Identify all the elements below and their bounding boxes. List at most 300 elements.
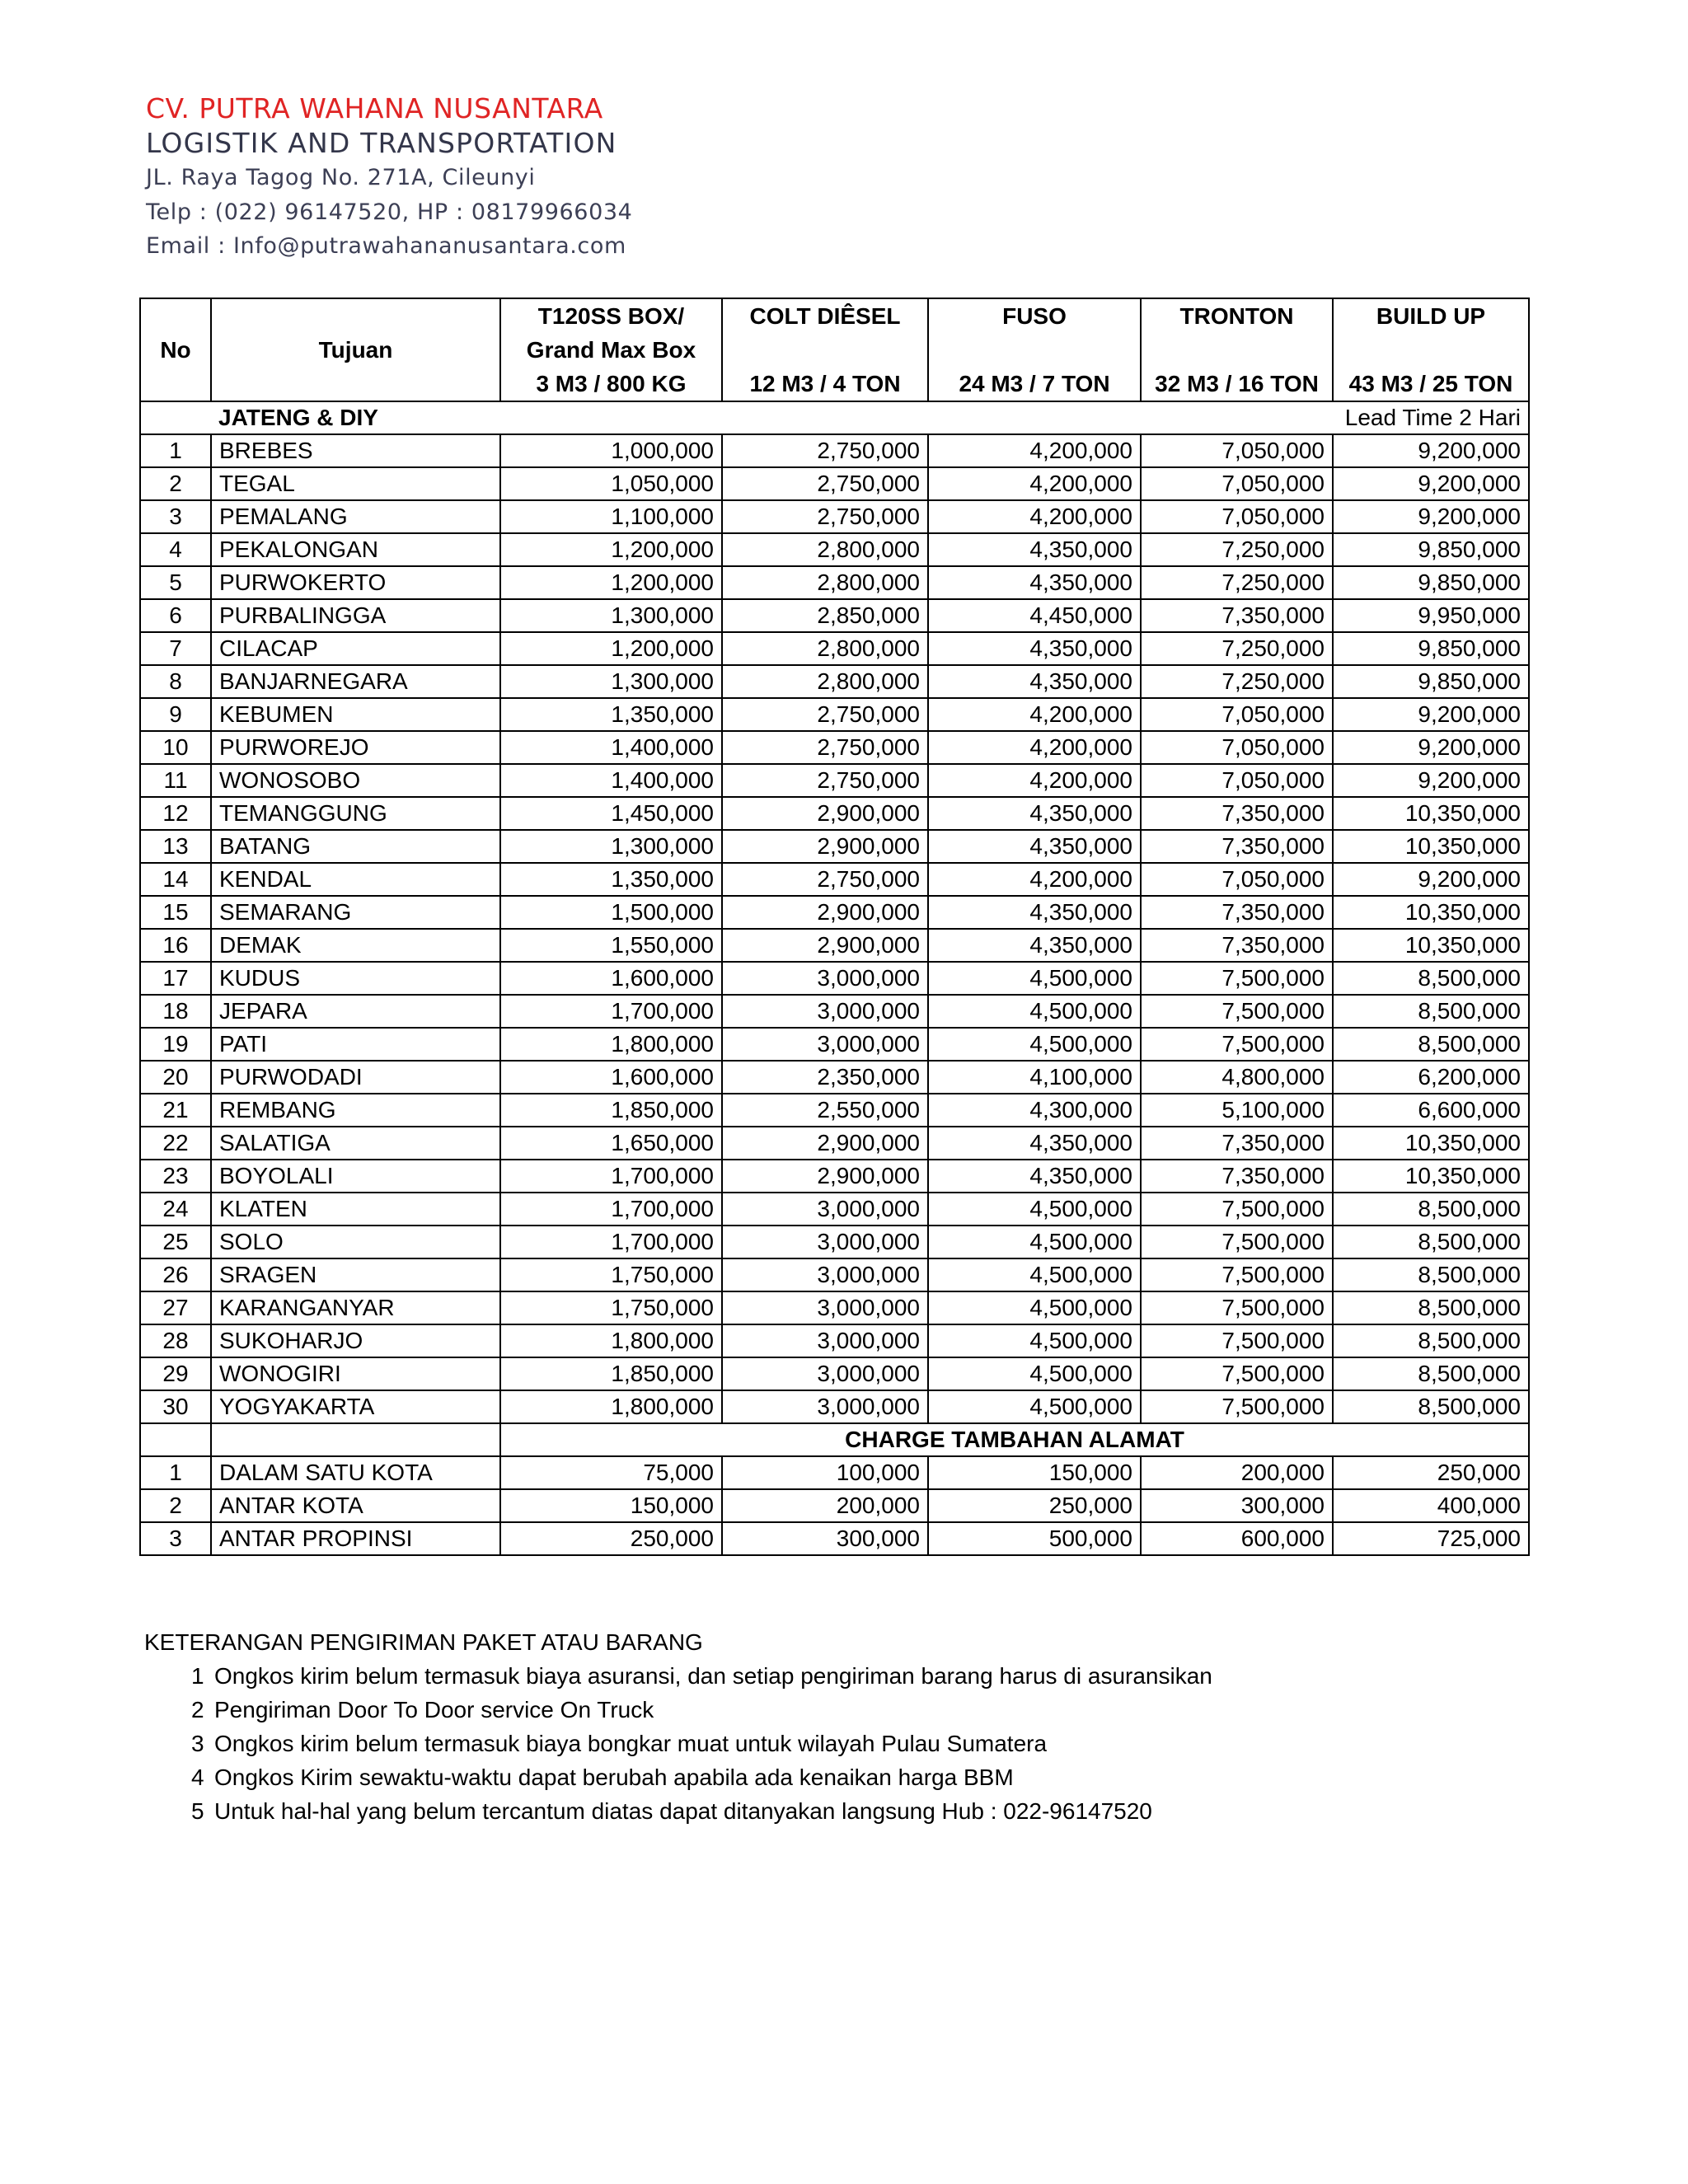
cell-t120ss: 1,750,000 [500, 1258, 722, 1291]
cell-colt-diesel: 100,000 [722, 1456, 928, 1489]
cell-tujuan: KUDUS [211, 962, 500, 995]
cell-tujuan: BATANG [211, 830, 500, 863]
cell-build-up: 8,500,000 [1333, 1291, 1529, 1324]
cell-tujuan: YOGYAKARTA [211, 1390, 500, 1423]
cell-tronton: 7,050,000 [1141, 467, 1333, 500]
cell-no: 11 [140, 764, 211, 797]
cell-no: 2 [140, 467, 211, 500]
cell-build-up: 10,350,000 [1333, 929, 1529, 962]
table-row [140, 830, 1529, 863]
note-text: Ongkos kirim belum termasuk biaya bongkar muat untuk wilayah Pulau Sumatera [214, 1731, 1048, 1756]
header-colt-diesel-line1: COLT DIÊSEL [749, 303, 901, 329]
table-row [140, 962, 1529, 995]
table-row [140, 1028, 1529, 1061]
cell-tujuan: SOLO [211, 1226, 500, 1258]
cell-build-up: 9,850,000 [1333, 632, 1529, 665]
cell-no: 1 [140, 434, 211, 467]
cell-fuso: 4,500,000 [928, 1291, 1141, 1324]
cell-colt-diesel: 2,550,000 [722, 1094, 928, 1127]
cell-build-up: 10,350,000 [1333, 896, 1529, 929]
cell-no: 26 [140, 1258, 211, 1291]
header-t120ss-capacity: 3 M3 / 800 KG [536, 371, 687, 396]
cell-build-up: 10,350,000 [1333, 797, 1529, 830]
note-text: Pengiriman Door To Door service On Truck [214, 1697, 654, 1722]
cell-tujuan: TEGAL [211, 467, 500, 500]
cell-colt-diesel: 2,750,000 [722, 863, 928, 896]
note-item: 4 Ongkos Kirim sewaktu-waktu dapat berubah apabila ada kenaikan harga BBM [191, 1765, 1014, 1790]
cell-t120ss: 1,850,000 [500, 1094, 722, 1127]
cell-no: 1 [140, 1456, 211, 1489]
cell-fuso: 4,500,000 [928, 1357, 1141, 1390]
cell-no: 7 [140, 632, 211, 665]
cell-t120ss: 1,300,000 [500, 830, 722, 863]
cell-tujuan: PURWODADI [211, 1061, 500, 1094]
table-row [140, 500, 1529, 533]
header-build-up-capacity: 43 M3 / 25 TON [1348, 371, 1513, 396]
cell-colt-diesel: 2,800,000 [722, 665, 928, 698]
cell-fuso: 4,350,000 [928, 632, 1141, 665]
table-row [140, 1193, 1529, 1226]
table-row [140, 434, 1529, 467]
cell-build-up: 9,200,000 [1333, 467, 1529, 500]
table-row [140, 566, 1529, 599]
table-row [140, 1258, 1529, 1291]
cell-t120ss: 1,750,000 [500, 1291, 722, 1324]
cell-tronton: 7,350,000 [1141, 896, 1333, 929]
cell-build-up: 9,200,000 [1333, 698, 1529, 731]
rate-table [139, 298, 1530, 1556]
lead-time: Lead Time 2 Hari [928, 401, 1529, 434]
cell-fuso: 4,200,000 [928, 467, 1141, 500]
cell-build-up: 8,500,000 [1333, 1028, 1529, 1061]
table-row [140, 698, 1529, 731]
cell-tronton: 7,500,000 [1141, 1324, 1333, 1357]
cell-t120ss: 150,000 [500, 1489, 722, 1522]
cell-fuso: 4,350,000 [928, 797, 1141, 830]
cell-no: 2 [140, 1489, 211, 1522]
cell-fuso: 4,500,000 [928, 1193, 1141, 1226]
cell-fuso: 4,350,000 [928, 929, 1141, 962]
cell-build-up: 8,500,000 [1333, 1226, 1529, 1258]
table-header-row [140, 298, 1529, 401]
table-row [140, 1456, 1529, 1489]
note-text: Ongkos Kirim sewaktu-waktu dapat berubah apabila ada kenaikan harga BBM [214, 1765, 1014, 1790]
cell-fuso: 4,100,000 [928, 1061, 1141, 1094]
cell-no: 21 [140, 1094, 211, 1127]
cell-colt-diesel: 2,750,000 [722, 764, 928, 797]
cell-tujuan: KLATEN [211, 1193, 500, 1226]
notes-title: KETERANGAN PENGIRIMAN PAKET ATAU BARANG [144, 1629, 703, 1655]
company-email: Email : Info@putrawahananusantara.com [146, 233, 626, 259]
cell-tujuan: SUKOHARJO [211, 1324, 500, 1357]
cell-t120ss: 1,800,000 [500, 1390, 722, 1423]
cell-t120ss: 1,000,000 [500, 434, 722, 467]
cell-no: 5 [140, 566, 211, 599]
table-row [140, 1522, 1529, 1555]
cell-build-up: 10,350,000 [1333, 1127, 1529, 1160]
cell-t120ss: 1,200,000 [500, 566, 722, 599]
cell-tujuan: ANTAR KOTA [211, 1489, 500, 1522]
cell-build-up: 8,500,000 [1333, 1324, 1529, 1357]
company-name: CV. PUTRA WAHANA NUSANTARA [146, 92, 603, 124]
cell-tronton: 7,050,000 [1141, 500, 1333, 533]
table-row [140, 533, 1529, 566]
cell-tujuan: DALAM SATU KOTA [211, 1456, 500, 1489]
cell-build-up: 9,850,000 [1333, 533, 1529, 566]
note-item: 2 Pengiriman Door To Door service On Truck [191, 1697, 654, 1722]
cell-tronton: 7,500,000 [1141, 1357, 1333, 1390]
cell-tronton: 600,000 [1141, 1522, 1333, 1555]
cell-t120ss: 1,400,000 [500, 764, 722, 797]
cell-fuso: 4,350,000 [928, 896, 1141, 929]
cell-colt-diesel: 2,900,000 [722, 830, 928, 863]
cell-fuso: 4,200,000 [928, 434, 1141, 467]
cell-fuso: 4,200,000 [928, 764, 1141, 797]
cell-fuso: 150,000 [928, 1456, 1141, 1489]
cell-tronton: 7,350,000 [1141, 830, 1333, 863]
table-row [140, 731, 1529, 764]
cell-fuso: 4,200,000 [928, 731, 1141, 764]
cell-tujuan: JEPARA [211, 995, 500, 1028]
cell-t120ss: 1,050,000 [500, 467, 722, 500]
cell-tronton: 7,500,000 [1141, 1258, 1333, 1291]
cell-no: 27 [140, 1291, 211, 1324]
cell-no: 30 [140, 1390, 211, 1423]
cell-no: 8 [140, 665, 211, 698]
cell-build-up: 8,500,000 [1333, 1258, 1529, 1291]
cell-tujuan: SRAGEN [211, 1258, 500, 1291]
header-t120ss [500, 298, 722, 401]
cell-tronton: 7,050,000 [1141, 764, 1333, 797]
cell-fuso: 250,000 [928, 1489, 1141, 1522]
cell-tronton: 5,100,000 [1141, 1094, 1333, 1127]
cell-colt-diesel: 2,900,000 [722, 797, 928, 830]
cell-colt-diesel: 3,000,000 [722, 1258, 928, 1291]
cell-t120ss: 1,450,000 [500, 797, 722, 830]
table-row [140, 797, 1529, 830]
cell-colt-diesel: 3,000,000 [722, 1357, 928, 1390]
cell-colt-diesel: 2,750,000 [722, 467, 928, 500]
cell-tujuan: BREBES [211, 434, 500, 467]
cell-tujuan: ANTAR PROPINSI [211, 1522, 500, 1555]
cell-no: 13 [140, 830, 211, 863]
cell-t120ss: 1,700,000 [500, 1160, 722, 1193]
cell-tronton: 7,050,000 [1141, 731, 1333, 764]
cell-t120ss: 250,000 [500, 1522, 722, 1555]
cell-build-up: 400,000 [1333, 1489, 1529, 1522]
cell-no: 12 [140, 797, 211, 830]
header-tronton [1141, 298, 1333, 401]
company-phone: Telp : (022) 96147520, HP : 08179966034 [146, 199, 633, 225]
cell-t120ss: 1,650,000 [500, 1127, 722, 1160]
cell-colt-diesel: 2,900,000 [722, 1127, 928, 1160]
company-address: JL. Raya Tagog No. 271A, Cileunyi [146, 165, 536, 190]
cell-t120ss: 1,500,000 [500, 896, 722, 929]
header-tronton-line1: TRONTON [1179, 303, 1294, 329]
table-row [140, 632, 1529, 665]
cell-t120ss: 1,350,000 [500, 698, 722, 731]
table-row [140, 467, 1529, 500]
cell-colt-diesel: 2,750,000 [722, 731, 928, 764]
cell-build-up: 10,350,000 [1333, 1160, 1529, 1193]
cell-t120ss: 1,700,000 [500, 995, 722, 1028]
cell-tronton: 7,350,000 [1141, 1127, 1333, 1160]
cell-fuso: 4,350,000 [928, 830, 1141, 863]
section-title: JATENG & DIY [211, 401, 928, 434]
cell-fuso: 4,350,000 [928, 1160, 1141, 1193]
cell-tronton: 7,350,000 [1141, 797, 1333, 830]
cell-tronton: 7,250,000 [1141, 632, 1333, 665]
cell-tujuan: BOYOLALI [211, 1160, 500, 1193]
cell-no: 3 [140, 1522, 211, 1555]
cell-t120ss: 1,300,000 [500, 665, 722, 698]
table-row [140, 1357, 1529, 1390]
cell-tronton: 300,000 [1141, 1489, 1333, 1522]
table-row [140, 665, 1529, 698]
charge-title: CHARGE TAMBAHAN ALAMAT [500, 1423, 1529, 1456]
cell-tujuan: BANJARNEGARA [211, 665, 500, 698]
cell-tronton: 7,050,000 [1141, 434, 1333, 467]
cell-no: 14 [140, 863, 211, 896]
table-row [140, 1094, 1529, 1127]
cell-build-up: 8,500,000 [1333, 1193, 1529, 1226]
note-item: 1 Ongkos kirim belum termasuk biaya asuransi, dan setiap pengiriman barang harus di asuransikan [191, 1663, 1212, 1689]
table-row [140, 995, 1529, 1028]
cell-t120ss: 1,700,000 [500, 1193, 722, 1226]
cell-build-up: 9,850,000 [1333, 665, 1529, 698]
cell-tronton: 200,000 [1141, 1456, 1333, 1489]
header-no: No [140, 298, 211, 401]
cell-colt-diesel: 3,000,000 [722, 995, 928, 1028]
cell-tujuan: PATI [211, 1028, 500, 1061]
cell-build-up: 250,000 [1333, 1456, 1529, 1489]
cell-fuso: 4,350,000 [928, 566, 1141, 599]
cell-colt-diesel: 300,000 [722, 1522, 928, 1555]
cell-fuso: 4,350,000 [928, 1127, 1141, 1160]
header-colt-diesel-capacity: 12 M3 / 4 TON [749, 371, 901, 396]
cell-build-up: 9,200,000 [1333, 863, 1529, 896]
cell-colt-diesel: 2,350,000 [722, 1061, 928, 1094]
cell-fuso: 4,200,000 [928, 500, 1141, 533]
cell-fuso: 4,500,000 [928, 1028, 1141, 1061]
cell-build-up: 8,500,000 [1333, 962, 1529, 995]
cell-fuso: 4,200,000 [928, 698, 1141, 731]
cell-no: 15 [140, 896, 211, 929]
cell-colt-diesel: 2,750,000 [722, 500, 928, 533]
cell-colt-diesel: 3,000,000 [722, 1028, 928, 1061]
cell-no: 25 [140, 1226, 211, 1258]
cell-colt-diesel: 2,900,000 [722, 929, 928, 962]
cell-colt-diesel: 2,900,000 [722, 896, 928, 929]
cell-no: 6 [140, 599, 211, 632]
cell-tujuan: PURWOKERTO [211, 566, 500, 599]
cell-t120ss: 1,800,000 [500, 1028, 722, 1061]
cell-tronton: 7,500,000 [1141, 1193, 1333, 1226]
cell-fuso: 4,500,000 [928, 1226, 1141, 1258]
cell-fuso: 4,500,000 [928, 1324, 1141, 1357]
cell-tujuan: WONOSOBO [211, 764, 500, 797]
cell-tujuan: DEMAK [211, 929, 500, 962]
cell-tujuan: PURBALINGGA [211, 599, 500, 632]
note-text: Ongkos kirim belum termasuk biaya asuransi, dan setiap pengiriman barang harus di asuransikan [214, 1663, 1212, 1689]
cell-tronton: 7,350,000 [1141, 1160, 1333, 1193]
cell-no: 9 [140, 698, 211, 731]
cell-tronton: 7,050,000 [1141, 698, 1333, 731]
cell-t120ss: 1,850,000 [500, 1357, 722, 1390]
cell-tujuan: PEMALANG [211, 500, 500, 533]
table-row [140, 599, 1529, 632]
cell-tujuan: CILACAP [211, 632, 500, 665]
cell-build-up: 725,000 [1333, 1522, 1529, 1555]
cell-fuso: 4,500,000 [928, 995, 1141, 1028]
cell-tronton: 7,500,000 [1141, 995, 1333, 1028]
cell-fuso: 4,450,000 [928, 599, 1141, 632]
cell-colt-diesel: 2,750,000 [722, 698, 928, 731]
cell-t120ss: 1,200,000 [500, 632, 722, 665]
cell-no: 10 [140, 731, 211, 764]
cell-colt-diesel: 3,000,000 [722, 1390, 928, 1423]
cell-tronton: 7,250,000 [1141, 533, 1333, 566]
cell-fuso: 4,300,000 [928, 1094, 1141, 1127]
cell-build-up: 9,850,000 [1333, 566, 1529, 599]
cell-fuso: 4,500,000 [928, 1390, 1141, 1423]
cell-t120ss: 1,800,000 [500, 1324, 722, 1357]
header-build-up [1333, 298, 1529, 401]
company-tagline: LOGISTIK AND TRANSPORTATION [146, 127, 617, 159]
cell-t120ss: 1,600,000 [500, 962, 722, 995]
cell-colt-diesel: 3,000,000 [722, 1324, 928, 1357]
table-row [140, 929, 1529, 962]
cell-colt-diesel: 3,000,000 [722, 962, 928, 995]
cell-colt-diesel: 200,000 [722, 1489, 928, 1522]
cell-colt-diesel: 2,800,000 [722, 533, 928, 566]
header-t120ss-line1: T120SS BOX/ [537, 303, 685, 329]
cell-colt-diesel: 3,000,000 [722, 1226, 928, 1258]
cell-no: 22 [140, 1127, 211, 1160]
section-row [140, 401, 1529, 434]
cell-colt-diesel: 2,850,000 [722, 599, 928, 632]
header-fuso-capacity: 24 M3 / 7 TON [959, 371, 1110, 396]
note-text: Untuk hal-hal yang belum tercantum diatas dapat ditanyakan langsung Hub : 022-96147520 [214, 1798, 1152, 1824]
table-row [140, 1127, 1529, 1160]
note-item: 5 Untuk hal-hal yang belum tercantum diatas dapat ditanyakan langsung Hub : 022-96147520 [191, 1798, 1152, 1824]
cell-fuso: 4,200,000 [928, 863, 1141, 896]
table-row [140, 1226, 1529, 1258]
note-item: 3 Ongkos kirim belum termasuk biaya bongkar muat untuk wilayah Pulau Sumatera [191, 1731, 1048, 1756]
cell-fuso: 4,500,000 [928, 962, 1141, 995]
cell-no: 16 [140, 929, 211, 962]
cell-tujuan: SEMARANG [211, 896, 500, 929]
cell-build-up: 6,200,000 [1333, 1061, 1529, 1094]
cell-tujuan: TEMANGGUNG [211, 797, 500, 830]
cell-t120ss: 1,100,000 [500, 500, 722, 533]
cell-colt-diesel: 2,800,000 [722, 632, 928, 665]
cell-t120ss: 1,200,000 [500, 533, 722, 566]
cell-build-up: 10,350,000 [1333, 830, 1529, 863]
cell-tronton: 7,250,000 [1141, 665, 1333, 698]
header-colt-diesel [722, 298, 928, 401]
cell-tujuan: KEBUMEN [211, 698, 500, 731]
header-fuso [928, 298, 1141, 401]
cell-no: 29 [140, 1357, 211, 1390]
cell-tujuan: KARANGANYAR [211, 1291, 500, 1324]
cell-no: 19 [140, 1028, 211, 1061]
cell-build-up: 9,200,000 [1333, 731, 1529, 764]
cell-tronton: 7,500,000 [1141, 962, 1333, 995]
cell-tujuan: PEKALONGAN [211, 533, 500, 566]
cell-t120ss: 1,300,000 [500, 599, 722, 632]
table-row [140, 1324, 1529, 1357]
cell-tronton: 7,050,000 [1141, 863, 1333, 896]
table-row [140, 1489, 1529, 1522]
cell-tronton: 7,500,000 [1141, 1028, 1333, 1061]
cell-build-up: 9,200,000 [1333, 764, 1529, 797]
table-row [140, 863, 1529, 896]
cell-colt-diesel: 2,800,000 [722, 566, 928, 599]
cell-t120ss: 1,600,000 [500, 1061, 722, 1094]
cell-no: 17 [140, 962, 211, 995]
header-tujuan: Tujuan [211, 298, 500, 401]
charge-header-row [140, 1423, 1529, 1456]
cell-build-up: 9,950,000 [1333, 599, 1529, 632]
cell-t120ss: 1,700,000 [500, 1226, 722, 1258]
cell-build-up: 8,500,000 [1333, 1357, 1529, 1390]
cell-no: 3 [140, 500, 211, 533]
table-row [140, 1390, 1529, 1423]
cell-colt-diesel: 3,000,000 [722, 1291, 928, 1324]
cell-fuso: 4,350,000 [928, 533, 1141, 566]
cell-tujuan: PURWOREJO [211, 731, 500, 764]
cell-tronton: 7,500,000 [1141, 1390, 1333, 1423]
cell-build-up: 8,500,000 [1333, 1390, 1529, 1423]
cell-no: 24 [140, 1193, 211, 1226]
cell-tronton: 7,500,000 [1141, 1226, 1333, 1258]
cell-colt-diesel: 2,900,000 [722, 1160, 928, 1193]
table-row [140, 1061, 1529, 1094]
cell-build-up: 8,500,000 [1333, 995, 1529, 1028]
table-row [140, 764, 1529, 797]
cell-t120ss: 75,000 [500, 1456, 722, 1489]
header-build-up-line1: BUILD UP [1376, 303, 1486, 329]
cell-fuso: 4,500,000 [928, 1258, 1141, 1291]
header-fuso-line1: FUSO [1002, 303, 1067, 329]
cell-no: 4 [140, 533, 211, 566]
cell-tronton: 4,800,000 [1141, 1061, 1333, 1094]
cell-build-up: 6,600,000 [1333, 1094, 1529, 1127]
cell-colt-diesel: 2,750,000 [722, 434, 928, 467]
cell-build-up: 9,200,000 [1333, 500, 1529, 533]
cell-tronton: 7,500,000 [1141, 1291, 1333, 1324]
cell-no: 28 [140, 1324, 211, 1357]
table-row [140, 896, 1529, 929]
cell-tujuan: KENDAL [211, 863, 500, 896]
cell-tujuan: SALATIGA [211, 1127, 500, 1160]
header-tronton-capacity: 32 M3 / 16 TON [1155, 371, 1319, 396]
table-row [140, 1291, 1529, 1324]
cell-no: 23 [140, 1160, 211, 1193]
header-t120ss-line2: Grand Max Box [526, 337, 696, 363]
cell-tujuan: REMBANG [211, 1094, 500, 1127]
cell-tronton: 7,250,000 [1141, 566, 1333, 599]
cell-tronton: 7,350,000 [1141, 599, 1333, 632]
cell-no: 20 [140, 1061, 211, 1094]
cell-tujuan: WONOGIRI [211, 1357, 500, 1390]
cell-t120ss: 1,550,000 [500, 929, 722, 962]
notes-section [144, 1625, 1212, 1828]
cell-t120ss: 1,350,000 [500, 863, 722, 896]
cell-tronton: 7,350,000 [1141, 929, 1333, 962]
cell-build-up: 9,200,000 [1333, 434, 1529, 467]
